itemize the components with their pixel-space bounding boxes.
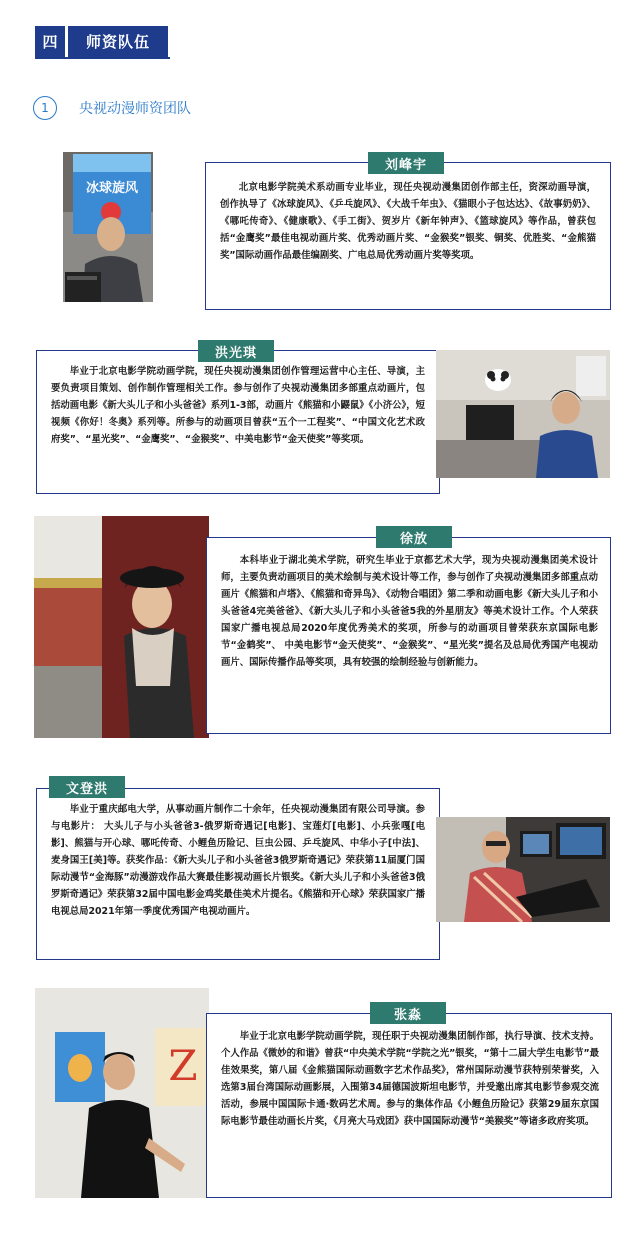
bio-card-liu (205, 162, 611, 310)
section-header (35, 26, 168, 57)
name-tag-liu: 刘峰宇 (368, 152, 444, 174)
name-tag-hong: 洪光琪 (198, 340, 274, 362)
teacher-photo-wen (436, 817, 610, 922)
subsection-number: 1 (33, 96, 57, 120)
subsection-title: 央视动漫师资团队 (79, 101, 191, 117)
teacher-photo-zhang (35, 988, 209, 1198)
bio-text: 北京电影学院美术系动画专业毕业，现任央视动漫集团创作部主任，资深动画导演， 创作执导了《冰球旋风》、《乒乓旋风》、《大战千年虫》、《猫眼小子包达达》、《故事奶奶》、《哪吒传奇》、《健康歌》、《手工街》、贺岁片《新年钟声》、《篮球旋风》等作品，曾获包括“金鹰奖”最佳电视动画片奖、优秀动画片奖、“金猴奖”银奖、铜奖、优胜奖、“金熊猫奖”国际动画作品最佳编剧奖、广电总局优秀动画片奖等奖项。 (220, 182, 596, 261)
bio-card-wen (36, 788, 440, 960)
svg-text:Z: Z (168, 1041, 198, 1090)
bio-card-zhang (206, 1013, 612, 1198)
teacher-photo-liu (63, 152, 153, 302)
teacher-photo-hong (436, 350, 610, 478)
name-tag-xu: 徐放 (376, 526, 452, 548)
name-tag-wen: 文登洪 (49, 776, 125, 798)
bio-text: 本科毕业于湖北美术学院，研究生毕业于京都艺术大学，现为央视动漫集团美术设计师，主要负责动画项目的美术绘制与美术设计等工作，参与创作了央视动漫集团多部重点动画片《熊猫和卢塔》、《熊猫和奇异鸟》、《动物合唱团》第二季和动画电影《新大头儿子和小头爸爸4完美爸爸》、《新大头儿子和小头爸爸5我的外星朋友》等美术设计工作。个人荣获国家广播电视总局2020年度优秀美术的奖项，所参与的动画项目曾荣获东京国际电影节“金鹤奖”、 中美电影节“金天使奖”、“金猴奖”、“星光奖”提名及总局优秀国产电视动画片、国际传播作品等奖项，具有较强的绘制经验与创新能力。 (221, 555, 598, 668)
section-number: 四 (35, 26, 65, 57)
name-tag-zhang: 张淼 (370, 1002, 446, 1024)
bio-text: 毕业于重庆邮电大学，从事动画片制作二十余年，任央视动漫集团有限公司导演。参与电影片： 大头儿子与小头爸爸3-俄罗斯奇遇记[电影]、宝莲灯[电影]、小兵张嘎[电影]、熊猫与开心球、哪吒传奇、小鲤鱼历险记、巨虫公园、乒乓旋风、中华小子[中法]、麦身国王[美]等。获奖作品：《新大头儿子和小头爸爸3俄罗斯奇遇记》荣获第11届厦门国际动漫节“金海豚”动漫游戏作品大赛最佳影视动画长片银奖。《新大头儿子和小头爸爸3俄罗斯奇遇记》荣获第32届中国电影金鸡奖最佳美术片提名。《熊猫和开心球》荣获国家广播电视总局2021年第一季度优秀国产电视动画片。 (51, 804, 425, 917)
bio-text: 毕业于北京电影学院动画学院，现任职于央视动漫集团制作部，执行导演、技术支持。个人作品《微妙的和谐》曾获“中央美术学院“学院之光”银奖，“第十二届大学生电影节”最佳效果奖，第八届《金熊猫国际动画数字艺术作品奖》，常州国际动漫节获特别荣誉奖，入选第3届台湾国际动画影展，入围第34届德国波斯坦电影节，并受邀出席其电影节参观交流活动，参展中国国际卡通·数码艺术周。参与的集体作品《小鲤鱼历险记》获第29届东京国际电影节最佳动画长片奖，《月亮大马戏团》获中国国际动漫节“美猴奖”等诸多政府奖项。 (221, 1031, 599, 1127)
section-title: 师资队伍 (68, 26, 168, 57)
section-underline (35, 57, 170, 59)
teacher-photo-xu (34, 516, 209, 738)
poster-title: 冰球旋风 (85, 181, 139, 196)
subsection-header (33, 96, 191, 120)
bio-text: 毕业于北京电影学院动画学院，现任央视动漫集团创作管理运营中心主任、导演，主要负责项目策划、创作制作管理相关工作。参与创作了央视动漫集团多部重点动画片，包括动画电影《新大头儿子和小头爸爸》系列1-3部，动画片《熊猫和小鼹鼠》《小济公》，短视频《你好！冬奥》系列等。所参与的动画项目曾获“五个一工程奖”、“中国文化艺术政府奖”、“星光奖”、“金鹰奖”、“金猴奖”、中美电影节“金天使奖”等奖项。 (51, 366, 425, 445)
bio-card-hong (36, 350, 440, 494)
bio-card-xu (206, 537, 611, 734)
